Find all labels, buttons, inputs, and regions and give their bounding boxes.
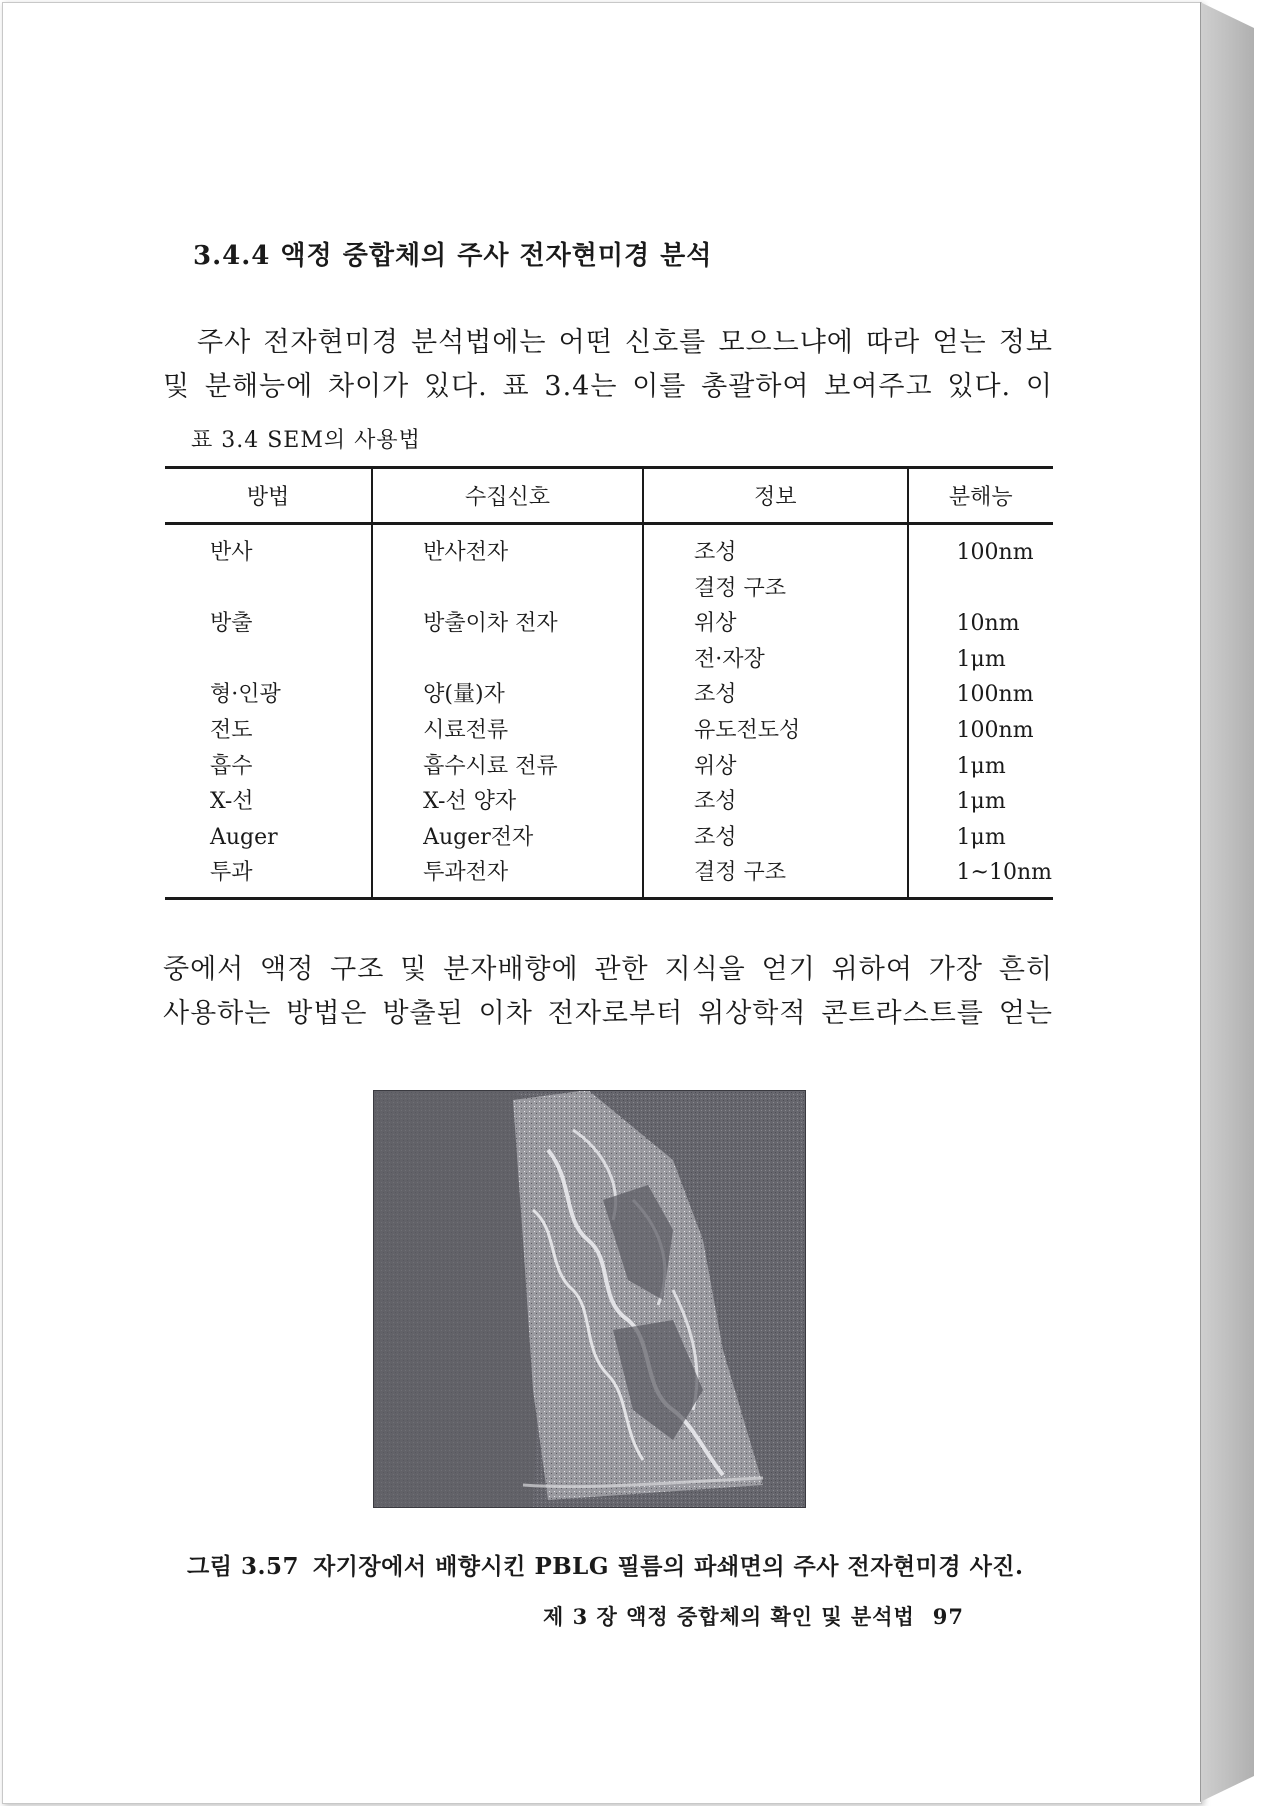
cell-info: 결정 구조 xyxy=(693,860,786,886)
paragraph-line: 중에서 액정 구조 및 분자배향에 관한 지식을 얻기 위하여 가장 흔히 xyxy=(163,954,1053,985)
cell-signal: 시료전류 xyxy=(423,717,509,743)
cell-spacer xyxy=(210,642,370,678)
micrograph-illustration xyxy=(373,1090,806,1508)
paragraph-line: 및 분해능에 차이가 있다. 표 3.4는 이를 총괄하여 보여주고 있다. 이 xyxy=(163,371,1053,402)
cell-signal: 양(量)자 xyxy=(423,682,505,708)
sem-methods-table xyxy=(165,466,1053,900)
cell-info: 유도전도성 xyxy=(693,717,801,743)
table-caption: 표 3.4 SEM의 사용법 xyxy=(191,428,421,453)
section-heading: 3.4.4 액정 중합체의 주사 전자현미경 분석 xyxy=(193,241,713,271)
cell-signal: 방출이차 전자 xyxy=(423,611,558,637)
cell-signal: X-선 양자 xyxy=(423,789,517,815)
cell-info: 결정 구조 xyxy=(693,575,786,601)
header-signal: 수집신호 xyxy=(372,468,643,524)
cell-spacer xyxy=(957,571,1052,607)
header-resolution: 분해능 xyxy=(908,468,1053,524)
cell-method: Auger xyxy=(210,824,278,850)
cell-resolution: 1μm xyxy=(956,753,1006,779)
cell-method: 전도 xyxy=(210,717,253,743)
cell-info: 위상 xyxy=(693,753,737,779)
cell-spacer xyxy=(423,571,641,607)
cell-resolution: 1μm xyxy=(956,789,1006,815)
column-resolution xyxy=(908,524,1053,899)
cell-method: 형·인광 xyxy=(210,682,281,708)
figure-caption-text: 자기장에서 배향시킨 PBLG 필름의 파쇄면의 주사 전자현미경 사진. xyxy=(312,1553,1024,1580)
cell-resolution: 1~10nm xyxy=(956,860,1052,886)
cell-resolution: 100nm xyxy=(956,682,1034,708)
header-info: 정보 xyxy=(643,468,908,524)
cell-method: 방출 xyxy=(210,611,253,637)
figure-number: 그림 3.57 xyxy=(187,1553,299,1580)
cell-spacer xyxy=(210,571,370,607)
cell-resolution: 1μm xyxy=(956,824,1006,850)
cell-info: 조성 xyxy=(693,540,737,565)
paragraph-line: 사용하는 방법은 방출된 이차 전자로부터 위상학적 콘트라스트를 얻는 xyxy=(163,998,1053,1029)
cell-signal: 투과전자 xyxy=(423,860,509,886)
paragraph-line: 주사 전자현미경 분석법에는 어떤 신호를 모으느냐에 따라 얻는 정보 xyxy=(197,327,1053,358)
cell-resolution: 100nm xyxy=(956,717,1034,743)
cell-signal: 반사전자 xyxy=(423,540,509,565)
cell-spacer xyxy=(423,642,641,678)
cell-signal: Auger전자 xyxy=(423,824,534,850)
running-footer xyxy=(543,1601,964,1631)
cell-info: 조성 xyxy=(693,789,737,815)
cell-info: 위상 xyxy=(693,611,737,637)
table-body xyxy=(165,524,1053,899)
cell-method: 반사 xyxy=(210,540,253,565)
cell-info: 전·자장 xyxy=(693,646,765,672)
paragraph-intro xyxy=(163,321,1053,409)
paragraph-continued xyxy=(163,948,1053,1036)
cell-resolution: 10nm xyxy=(956,611,1020,637)
page-thickness-edge xyxy=(1200,2,1254,1802)
cell-resolution: 100nm xyxy=(956,540,1034,565)
column-signal xyxy=(372,524,643,899)
book-page xyxy=(2,2,1202,1804)
figure-caption xyxy=(187,1548,1024,1581)
cell-info: 조성 xyxy=(693,824,737,850)
cell-method: 흡수 xyxy=(210,753,253,779)
cell-method: X-선 xyxy=(210,789,254,815)
column-method xyxy=(165,524,372,899)
footer-chapter: 제 3 장 액정 중합체의 확인 및 분석법 xyxy=(543,1604,915,1629)
table-header-row xyxy=(165,468,1053,524)
page-number: 97 xyxy=(932,1604,965,1629)
cell-signal: 흡수시료 전류 xyxy=(423,753,558,779)
column-info xyxy=(643,524,908,899)
cell-resolution: 1μm xyxy=(956,646,1006,672)
sem-micrograph-image xyxy=(373,1090,806,1508)
cell-method: 투과 xyxy=(210,860,253,886)
cell-info: 조성 xyxy=(693,682,737,708)
table xyxy=(165,466,1053,900)
header-method: 방법 xyxy=(165,468,372,524)
